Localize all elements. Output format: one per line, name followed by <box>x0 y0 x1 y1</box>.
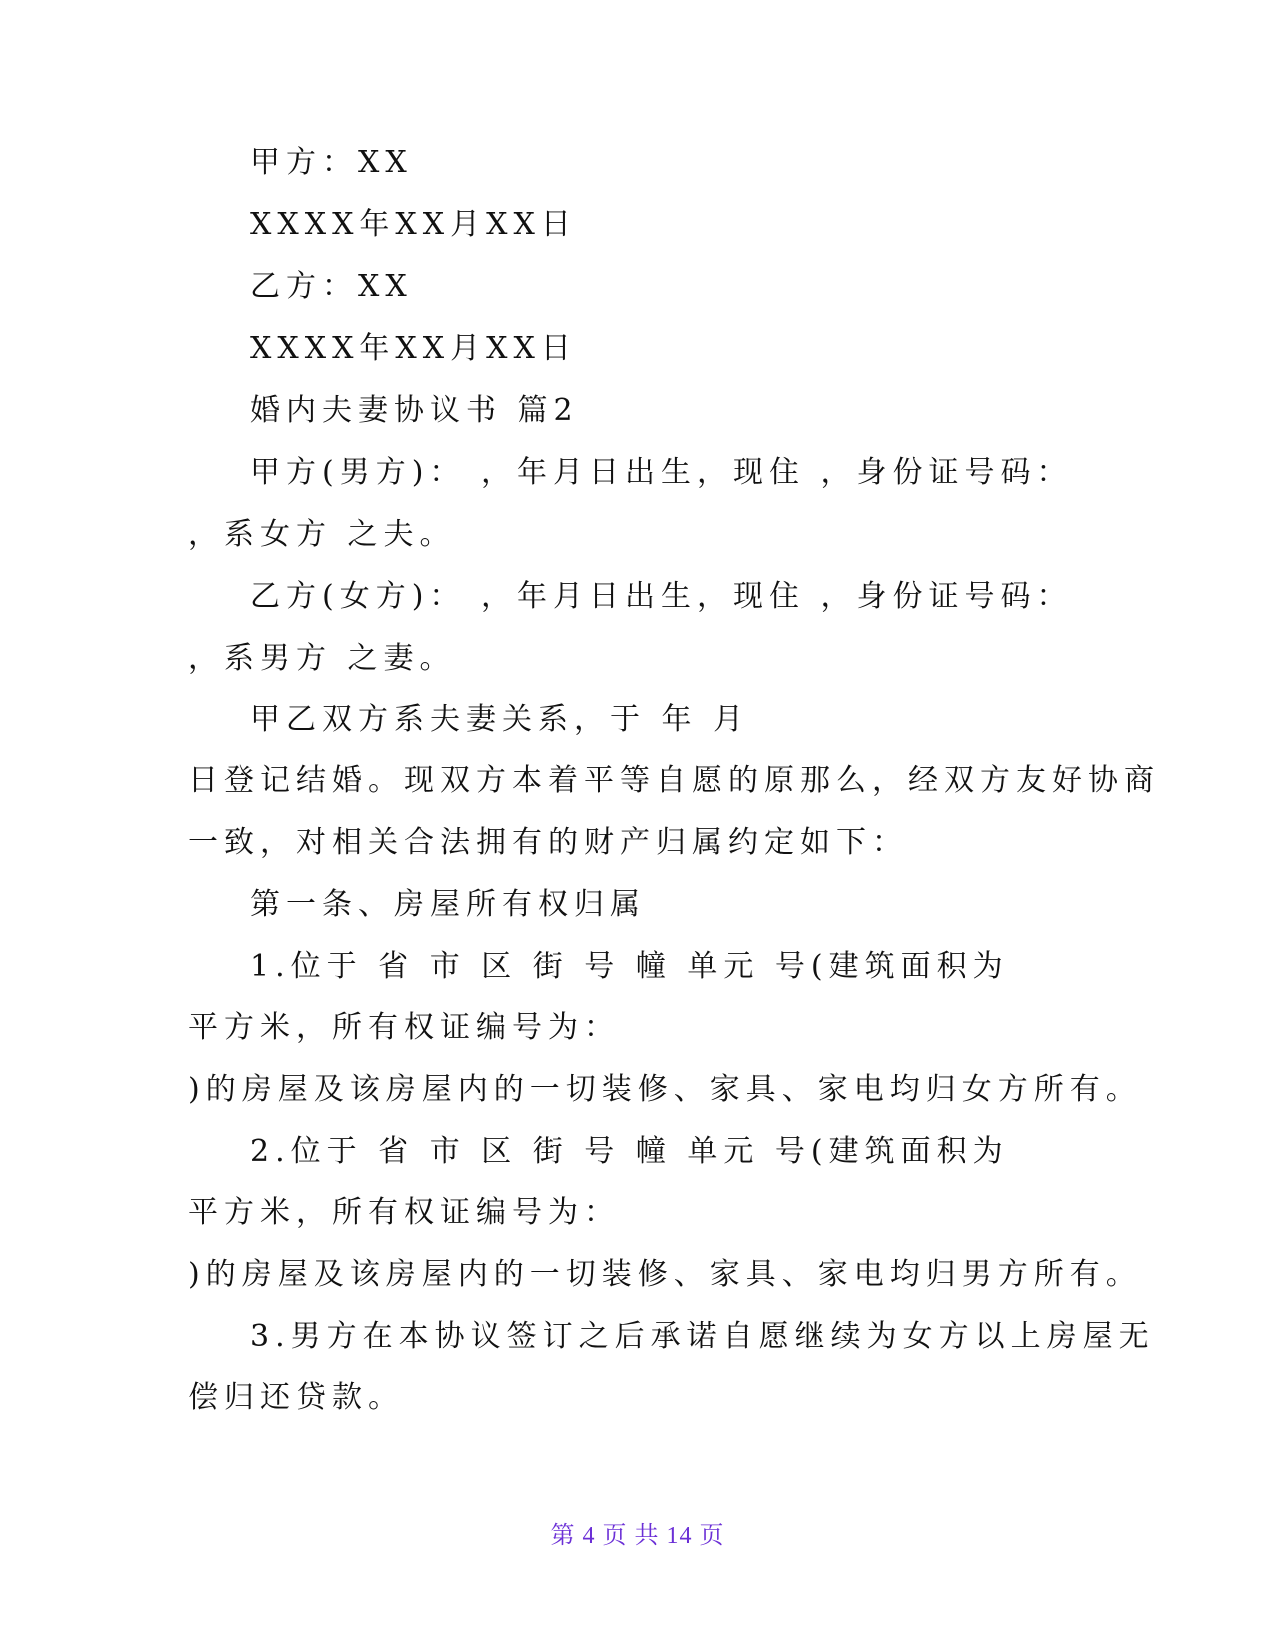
party-a-name: 甲方：XX <box>250 145 413 180</box>
clause-3: 3.男方在本协议签订之后承诺自愿继续为女方以上房屋无 <box>250 1319 1155 1354</box>
party-a-date: XXXX年XX月XX日 <box>250 207 577 242</box>
clause-3-cont: 偿归还贷款。 <box>188 1380 404 1415</box>
party-b-date: XXXX年XX月XX日 <box>250 331 577 366</box>
section-title: 婚内夫妻协议书 篇2 <box>250 393 579 428</box>
party-a-info-cont: ，系女方 之夫。 <box>188 517 456 552</box>
clause-2-cont-2: )的房屋及该房屋内的一切装修、家具、家电均归男方所有。 <box>188 1257 1142 1292</box>
article-1-title: 第一条、房屋所有权归属 <box>250 887 646 922</box>
marriage-statement-cont-2: 一致，对相关合法拥有的财产归属约定如下： <box>188 825 908 860</box>
party-a-info: 甲方(男方)： ，年月日出生，现住 ，身份证号码： <box>250 455 1073 490</box>
clause-1-cont-1: 平方米，所有权证编号为： <box>188 1010 620 1045</box>
clause-1: 1.位于 省 市 区 街 号 幢 单元 号(建筑面积为 <box>250 949 1009 984</box>
marriage-statement-cont-1: 日登记结婚。现双方本着平等自愿的原那么，经双方友好协商 <box>188 763 1160 798</box>
page-number-footer: 第 4 页 共 14 页 <box>550 1523 725 1549</box>
party-b-info-cont: ，系男方 之妻。 <box>188 641 456 676</box>
party-b-info: 乙方(女方)： ，年月日出生，现住 ，身份证号码： <box>250 579 1073 614</box>
clause-1-cont-2: )的房屋及该房屋内的一切装修、家具、家电均归女方所有。 <box>188 1072 1142 1107</box>
clause-2-cont-1: 平方米，所有权证编号为： <box>188 1195 620 1230</box>
marriage-statement: 甲乙双方系夫妻关系，于 年 月 <box>250 702 750 737</box>
clause-2: 2.位于 省 市 区 街 号 幢 单元 号(建筑面积为 <box>250 1134 1009 1169</box>
party-b-name: 乙方：XX <box>250 269 413 304</box>
